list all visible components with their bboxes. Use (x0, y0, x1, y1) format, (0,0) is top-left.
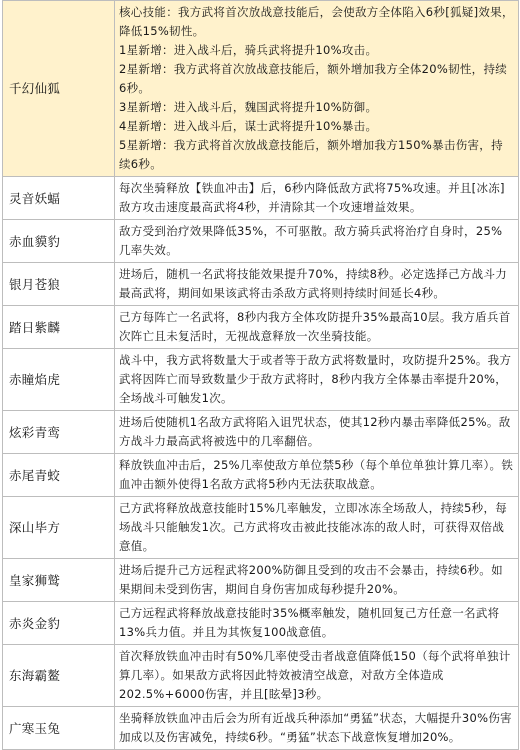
skill-line: 每次坐骑释放【铁血冲击】后，6秒内降低敌方武将75%攻速。并且[冰冻]敌方攻击速度最高武将4秒，并清除其一个攻速增益效果。 (119, 181, 505, 214)
mount-skill-description (115, 707, 519, 750)
table-row (3, 454, 519, 497)
mount-name: 银月苍狼 (3, 263, 115, 306)
skill-line: 核心技能：我方武将首次放战意技能后，会使敌方全体陷入6秒[狐疑]效果，降低15%韧性。 (119, 5, 514, 38)
mount-skill-description (115, 645, 519, 707)
mount-skill-description (115, 263, 519, 306)
skill-line: 4星新增：进入战斗后，谋士武将提升10%暴击。 (119, 119, 378, 133)
mount-name: 灵音妖蝠 (3, 177, 115, 220)
skill-line: 敌方受到治疗效果降低35%，不可驱散。敌方骑兵武将治疗自身时，25%几率失效。 (119, 224, 503, 257)
skill-line: 己方每阵亡一名武将，8秒内我方全体攻防提升35%最高10层。我方盾兵首次阵亡且未复活时，无视战意释放一次坐骑技能。 (119, 310, 511, 343)
table-row (3, 1, 519, 177)
table-row (3, 707, 519, 750)
table-row (3, 497, 519, 559)
mount-skill-description (115, 349, 519, 411)
mount-skill-description (115, 559, 519, 602)
skill-line: 5星新增：我方武将首次放战意技能后，额外增加我方150%暴击伤害，持续6秒。 (119, 138, 503, 171)
table-row (3, 645, 519, 707)
table-body (3, 1, 519, 750)
mount-skill-description (115, 411, 519, 454)
skill-line: 己方武将释放战意技能时15%几率触发，立即冰冻全场敌人，持续5秒，每场战斗只能触发1次。己方武将攻击被此技能冰冻的敌人时，可获得双倍战意值。 (119, 501, 508, 553)
mount-skill-table (2, 0, 519, 750)
mount-name: 赤血貘豹 (3, 220, 115, 263)
skill-line: 2星新增：我方武将首次放战意技能后，额外增加我方全体20%韧性，持续6秒。 (119, 62, 508, 95)
mount-name: 皇家狮鹫 (3, 559, 115, 602)
mount-skill-description (115, 306, 519, 349)
mount-skill-description (115, 497, 519, 559)
mount-name: 深山毕方 (3, 497, 115, 559)
mount-skill-description (115, 177, 519, 220)
skill-line: 3星新增：进入战斗后，魏国武将提升10%防御。 (119, 100, 378, 114)
table-row (3, 559, 519, 602)
mount-skill-description (115, 454, 519, 497)
table-row (3, 602, 519, 645)
table-row (3, 349, 519, 411)
mount-skill-description (115, 1, 519, 177)
mount-name: 千幻仙狐 (3, 1, 115, 177)
skill-line: 进场后使随机1名敌方武将陷入诅咒状态，使其12秒内暴击率降低25%。敌方战斗力最高武将被选中的几率翻倍。 (119, 415, 511, 448)
mount-name: 赤炎金豹 (3, 602, 115, 645)
table-row (3, 177, 519, 220)
skill-line: 首次释放铁血冲击时有50%几率使受击者战意值降低150（每个武将单独计算几率）。如果敌方武将因此特效被清空战意，对敌方全体造成202.5%+6000伤害，并且[眩晕]3秒。 (119, 649, 511, 701)
mount-name: 炫彩青鸾 (3, 411, 115, 454)
mount-name: 赤瞳焰虎 (3, 349, 115, 411)
table-row (3, 263, 519, 306)
mount-name: 赤尾青蛟 (3, 454, 115, 497)
mount-skill-description (115, 220, 519, 263)
skill-line: 进场后提升己方远程武将200%防御且受到的攻击不会暴击，持续6秒。如果期间未受到伤害，期间自身伤害加成每秒提升20%。 (119, 563, 503, 596)
mount-skill-description (115, 602, 519, 645)
skill-line: 己方远程武将释放战意技能时35%概率触发，随机回复己方任意一名武将13%兵力值。并且为其恢复100战意值。 (119, 606, 500, 639)
mount-name: 东海霸鳌 (3, 645, 115, 707)
table-row (3, 411, 519, 454)
skill-line: 1星新增：进入战斗后，骑兵武将提升10%攻击。 (119, 43, 378, 57)
skill-line: 释放铁血冲击后，25%几率使敌方单位禁5秒（每个单位单独计算几率）。铁血冲击额外使得1名敌方武将5秒内无法获取战意。 (119, 458, 514, 491)
mount-name: 踏日紫麟 (3, 306, 115, 349)
skill-line: 坐骑释放铁血冲击后会为所有近战兵种添加“勇猛”状态，大幅提升30%伤害加成以及伤害减免，持续6秒。“勇猛”状态下战意恢复增加20%。 (119, 711, 512, 744)
table-row (3, 306, 519, 349)
skill-line: 战斗中，我方武将数量大于或者等于敌方武将数量时，攻防提升25%。我方武将因阵亡而导致数量少于敌方武将时，8秒内我方全体暴击率提升20%，全场战斗可触发1次。 (119, 353, 512, 405)
mount-name: 广寒玉兔 (3, 707, 115, 750)
table-row (3, 220, 519, 263)
skill-line: 进场后，随机一名武将技能效果提升70%，持续8秒。必定选择己方战斗力最高武将，期间如果该武将击杀敌方武将则持续时间延长4秒。 (119, 267, 508, 300)
